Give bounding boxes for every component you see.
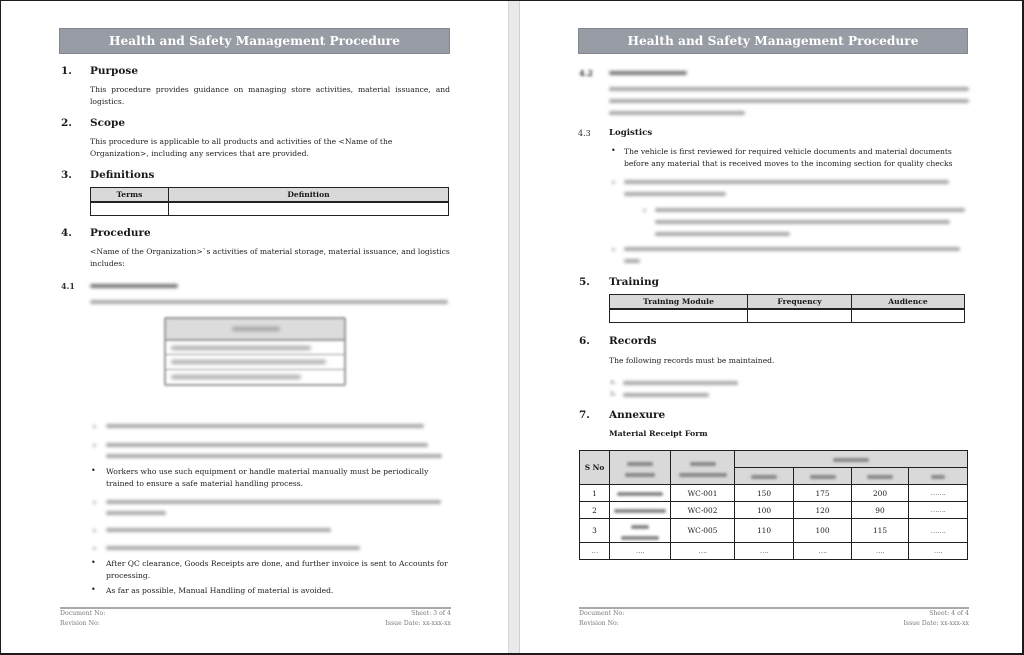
- footer-issue-date: Issue Date: xx-xxx-xx: [903, 620, 969, 627]
- blurred-bullet-text: [624, 247, 960, 251]
- cell-month-1: ….: [735, 543, 794, 560]
- column-header-month-1: [735, 468, 794, 485]
- cell-sno: 2: [580, 502, 610, 519]
- table-row: [610, 309, 965, 323]
- column-header-kilolitres: [735, 451, 968, 468]
- bullet-icon: [93, 444, 96, 447]
- cell-month-1: 150: [735, 485, 794, 502]
- table-cell[interactable]: [748, 309, 852, 323]
- list-marker: a.: [610, 377, 617, 386]
- section-number: 2.: [61, 117, 72, 129]
- cell-more: …….: [909, 485, 968, 502]
- cell-more: …….: [909, 502, 968, 519]
- section-number: 5.: [579, 276, 590, 288]
- cell-channel: WC-005: [671, 519, 735, 543]
- section-heading-records: Records: [609, 335, 657, 347]
- section-heading-scope: Scope: [90, 117, 126, 129]
- blurred-paragraph: [90, 300, 448, 304]
- blurred-bullet-text: [624, 180, 949, 184]
- blurred-bullet-text: [106, 546, 360, 550]
- document-page-3: [1, 1, 508, 653]
- table-cell[interactable]: [169, 202, 449, 216]
- cell-more: ….: [909, 543, 968, 560]
- cell-month-2: 175: [794, 485, 852, 502]
- blurred-bullet-text: [106, 528, 331, 532]
- cell-waste-source: [610, 519, 671, 543]
- cell-month-1: 110: [735, 519, 794, 543]
- bullet-icon: [612, 248, 615, 251]
- cell-month-2: 100: [794, 519, 852, 543]
- blurred-categories-table: [164, 317, 346, 386]
- cell-sno: 3: [580, 519, 610, 543]
- bullet-qc: After QC clearance, Goods Receipts are done, and further invoice is sent to Accounts for processing.: [106, 559, 448, 580]
- page-gutter: [508, 1, 520, 653]
- table-cell[interactable]: [91, 202, 169, 216]
- blurred-bullet-text: [106, 454, 442, 458]
- blurred-subsection-heading: [609, 71, 687, 75]
- blurred-bullet-text: [655, 220, 950, 224]
- cell-month-3: ….: [852, 543, 909, 560]
- logistics-bullet-vehicle: The vehicle is first reviewed for required vehicle documents and material documents before any material that is received moves to the incoming section for quality checks: [624, 147, 953, 168]
- blurred-paragraph: [609, 99, 969, 103]
- cell-more: …….: [909, 519, 968, 543]
- blurred-bullet-text: [106, 500, 441, 504]
- column-header-audience: Audience: [852, 295, 965, 309]
- cell-month-3: 200: [852, 485, 909, 502]
- bullet-manual: As far as possible, Manual Handling of material is avoided.: [106, 586, 334, 595]
- bullet-icon: •: [91, 558, 96, 567]
- cell-month-3: 115: [852, 519, 909, 543]
- subsection-number: 4.3: [578, 129, 591, 138]
- section-heading-annexure: Annexure: [609, 409, 666, 421]
- section-number: 3.: [61, 169, 72, 181]
- footer-sheet: Sheet: 3 of 4: [411, 610, 451, 617]
- blurred-bullet-text: [106, 424, 424, 428]
- list-marker: b.: [610, 389, 618, 398]
- training-table: [609, 294, 965, 323]
- cell-month-1: 100: [735, 502, 794, 519]
- bullet-icon: [93, 547, 96, 550]
- column-header-frequency: Frequency: [748, 295, 852, 309]
- bullet-icon: [93, 501, 96, 504]
- column-header-sno: S No: [580, 451, 610, 485]
- column-header-month-2: [794, 468, 852, 485]
- form-title: Material Receipt Form: [609, 429, 708, 438]
- cell-waste-source: [610, 502, 671, 519]
- section-heading-definitions: Definitions: [90, 169, 155, 181]
- cell-waste-source: ….: [610, 543, 671, 560]
- table-row: [91, 202, 449, 216]
- section-heading-procedure: Procedure: [90, 227, 151, 239]
- definitions-table: [90, 187, 449, 216]
- bullet-icon: •: [91, 466, 96, 475]
- footer-issue-date: Issue Date: xx-xxx-xx: [385, 620, 451, 627]
- cell-month-2: ….: [794, 543, 852, 560]
- blurred-record-item: [623, 381, 738, 385]
- section-number: 4.: [61, 227, 72, 239]
- blurred-bullet-text: [106, 511, 166, 515]
- table-row: [580, 543, 968, 560]
- table-row: [580, 519, 968, 543]
- footer-revision-no: Revision No:: [579, 620, 619, 627]
- footer-revision-no: Revision No:: [60, 620, 100, 627]
- cell-channel: WC-002: [671, 502, 735, 519]
- document-page-4: [520, 1, 1022, 653]
- blurred-subsection-heading: [90, 284, 178, 288]
- material-receipt-table: [579, 450, 968, 560]
- subsection-number: 4.1: [61, 281, 75, 291]
- table-cell[interactable]: [610, 309, 748, 323]
- bullet-icon: [93, 425, 96, 428]
- footer-sheet: Sheet: 4 of 4: [929, 610, 969, 617]
- cell-month-3: 90: [852, 502, 909, 519]
- bullet-icon: [612, 181, 615, 184]
- footer-document-no: Document No:: [579, 610, 625, 617]
- section-heading-purpose: Purpose: [90, 65, 138, 77]
- footer-divider: [60, 607, 451, 609]
- cell-month-2: 120: [794, 502, 852, 519]
- subsection-number: 4.2: [579, 68, 593, 78]
- subsection-heading-logistics: Logistics: [609, 128, 653, 138]
- blurred-bullet-text: [655, 232, 790, 236]
- purpose-text: This procedure provides guidance on managing store activities, material issuance, and logistics.: [90, 85, 450, 106]
- column-header-terms: Terms: [91, 188, 169, 202]
- cell-sno: …: [580, 543, 610, 560]
- blurred-bullet-text: [624, 192, 726, 196]
- section-heading-training: Training: [609, 276, 659, 288]
- cell-sno: 1: [580, 485, 610, 502]
- column-header-waste-source: [610, 451, 671, 485]
- table-cell[interactable]: [852, 309, 965, 323]
- column-header-definition: Definition: [169, 188, 449, 202]
- section-number: 6.: [579, 335, 590, 347]
- bullet-icon: •: [91, 585, 96, 594]
- scope-text: This procedure is applicable to all products and activities of the <Name of the Organization>, including any services that are provided.: [90, 137, 393, 158]
- blurred-bullet-text: [655, 208, 965, 212]
- column-header-month-3: [852, 468, 909, 485]
- bullet-icon: •: [611, 146, 616, 155]
- bullet-icon: [93, 529, 96, 532]
- footer-document-no: Document No:: [60, 610, 106, 617]
- blurred-bullet-text: [624, 259, 640, 263]
- column-header-training-module: Training Module: [610, 295, 748, 309]
- bullet-workers: Workers who use such equipment or handle material manually must be periodically trained to ensure a safe material handling process.: [106, 467, 429, 488]
- column-header-water-channel: [671, 451, 735, 485]
- cell-channel: WC-001: [671, 485, 735, 502]
- section-number: 7.: [579, 409, 590, 421]
- footer-divider: [579, 607, 969, 609]
- blurred-paragraph: [609, 87, 969, 91]
- cell-channel: ….: [671, 543, 735, 560]
- section-number: 1.: [61, 65, 72, 77]
- page-title-bar: Health and Safety Management Procedure: [578, 28, 968, 54]
- cell-waste-source: [610, 485, 671, 502]
- procedure-text: <Name of the Organization>`s activities of material storage, material issuance, and logistics includes:: [90, 247, 450, 268]
- records-text: The following records must be maintained.: [609, 356, 775, 365]
- table-row: [580, 502, 968, 519]
- blurred-bullet-text: [106, 443, 428, 447]
- blurred-record-item: [623, 393, 709, 397]
- sub-bullet-icon: [643, 209, 646, 212]
- column-header-more: [909, 468, 968, 485]
- table-row: [580, 485, 968, 502]
- blurred-paragraph: [609, 111, 745, 115]
- page-title-bar: Health and Safety Management Procedure: [59, 28, 450, 54]
